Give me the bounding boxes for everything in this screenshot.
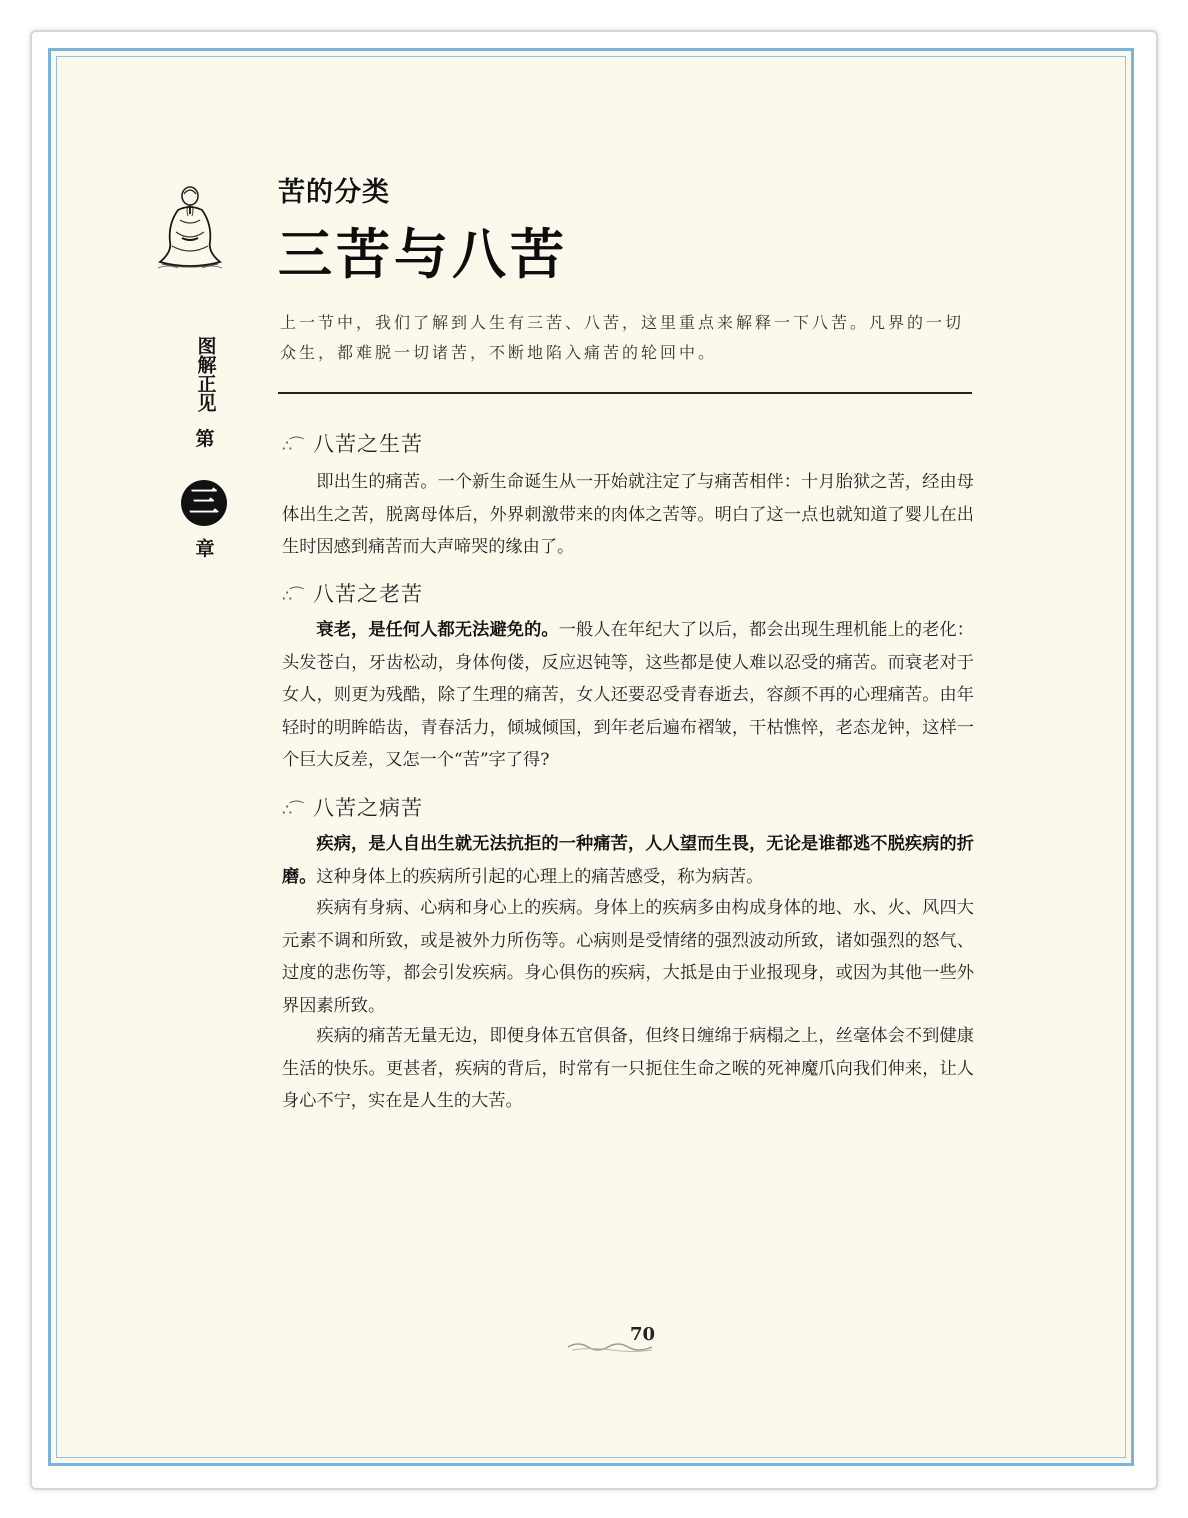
section-heading-text: 八苦之老苦 bbox=[313, 582, 424, 606]
cloud-ornament-icon: ∴⁀ bbox=[282, 586, 302, 605]
paragraph-text: 一般人在年纪大了以后，都会出现生理机能上的老化：头发苍白，牙齿松动，身体佝偻，反应迟钝等，这些都是使人难以忍受的痛苦。而衰老对于女人，则更为残酷，除了生理的痛苦，女人还要忍受青春逝去，容颜不再的心理痛苦。由年轻时的明眸皓齿，青春活力，倾城倾国，到年老后遍布褶皱，干枯憔悴，老态龙钟，这样一个巨大反差，又怎一个“苦”字了得? bbox=[282, 620, 974, 770]
paragraph-text: 疾病的痛苦无量无边，即便身体五官俱备，但终日缠绵于病榻之上，丝毫体会不到健康生活的快乐。更甚者，疾病的背后，时常有一只扼住生命之喉的死神魔爪向我们伸来，让人身心不宁，实在是人生的大苦。 bbox=[282, 1026, 974, 1111]
book-series-title: 图解正见 bbox=[194, 336, 217, 412]
section-heading bbox=[282, 428, 423, 458]
chapter-di: 第 bbox=[195, 428, 215, 450]
paragraph-bold: 衰老，是任何人都无法避免的。 bbox=[316, 620, 559, 640]
section-heading-text: 八苦之生苦 bbox=[313, 432, 424, 456]
seated-monk-icon bbox=[150, 180, 230, 272]
chapter-number-badge: 三 bbox=[181, 480, 227, 526]
intro-text: 上一节中，我们了解到人生有三苦、八苦，这里重点来解释一下八苦。凡界的一切众生，都难脱一切诸苦，不断地陷入痛苦的轮回中。 bbox=[280, 313, 965, 362]
section-subtitle: 苦的分类 bbox=[278, 177, 390, 208]
section-heading bbox=[282, 578, 423, 608]
section-heading-text: 八苦之病苦 bbox=[313, 796, 424, 820]
paragraph bbox=[282, 828, 974, 893]
chapter-vertical-label bbox=[190, 336, 220, 451]
paragraph bbox=[282, 466, 974, 564]
paragraph-text: 这种身体上的疾病所引起的心理上的痛苦感受，称为病苦。 bbox=[316, 866, 764, 887]
section-heading bbox=[282, 792, 423, 822]
paragraph-bold: 疾病，是人自出生就无法抗拒的一种痛苦，人人望而生畏，无论是谁都逃不脱疾病的折磨。 bbox=[282, 834, 974, 887]
paragraph-text: 疾病有身病、心病和身心上的疾病。身体上的疾病多由构成身体的地、水、火、风四大元素不调和所致，或是被外力所伤等。心病则是受情绪的强烈波动所致，诸如强烈的怒气、过度的悲伤等，都会引发疾病。身心俱伤的疾病，大抵是由于业报现身，或因为其他一些外界因素所致。 bbox=[282, 898, 974, 1016]
paragraph bbox=[282, 892, 974, 1022]
page-title: 三苦与八苦 bbox=[278, 222, 568, 286]
page-number: 70 bbox=[630, 1324, 656, 1345]
paragraph bbox=[282, 1020, 974, 1118]
chapter-zhang: 章 bbox=[195, 538, 215, 560]
divider bbox=[278, 392, 972, 394]
cloud-ornament-icon: ∴⁀ bbox=[282, 436, 302, 455]
cloud-ornament-icon: ∴⁀ bbox=[282, 800, 302, 819]
paragraph-text: 即出生的痛苦。一个新生命诞生从一开始就注定了与痛苦相伴：十月胎狱之苦，经由母体出生之苦，脱离母体后，外界刺激带来的肉体之苦等。明白了这一点也就知道了婴儿在出生时因感到痛苦而大声啼哭的缘由了。 bbox=[282, 472, 974, 557]
paragraph bbox=[282, 614, 974, 777]
